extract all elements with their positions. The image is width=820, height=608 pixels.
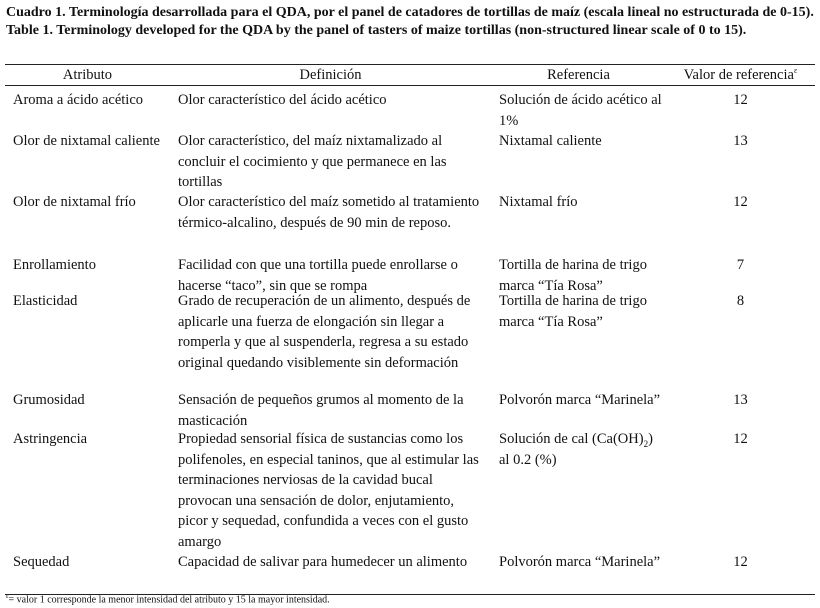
header-atributo: Atributo [62,67,113,83]
cell-atributo: Sequedad [13,554,70,570]
header-valor [666,65,815,85]
footnote-mark: ε [6,594,9,600]
cell-definicion: Sensación de pequeños grumos al momento de la masticación [178,392,464,429]
cell-atributo: Aroma a ácido acético [13,92,144,108]
cell-definicion: Grado de recuperación de un alimento, después de aplicarle una fuerza de elongación sin llegar a romperla y que al suspenderla, regresa a su estado original quedando visiblemente sin deformación [178,293,471,371]
cell-referencia: Tortilla de harina de trigo marca “Tía Rosa” [499,257,647,294]
cell-referencia: Polvorón marca “Marinela” [499,554,661,570]
cell-referencia: Nixtamal caliente [499,133,602,149]
cell-atributo: Elasticidad [13,293,78,309]
table-row [5,291,815,390]
cell-definicion: Olor característico del ácido acético [178,92,387,108]
cell-referencia: Tortilla de harina de trigo marca “Tía Rosa” [499,293,647,330]
cell-definicion: Capacidad de salivar para humedecer un alimento [178,554,468,570]
cell-referencia [491,429,666,470]
cell-referencia: Nixtamal frío [499,194,578,210]
table-row [5,552,815,594]
cell-valor: 12 [733,194,748,210]
terminology-table [5,64,815,595]
cell-valor: 12 [733,92,748,108]
cell-atributo: Grumosidad [13,392,85,408]
header-definicion: Definición [299,67,362,83]
cell-valor: 13 [733,392,748,408]
cell-referencia-post: ) al 0.2 (%) [499,431,653,468]
table-body [5,86,815,594]
caption-english: Table 1. Terminology developed for the QDA by the panel of tasters of maize tortillas (non-structured linear scale of 0 to 15). [6,23,747,38]
cell-definicion: Facilidad con que una tortilla puede enrollarse o hacerse “taco”, sin que se rompa [178,257,458,294]
cell-referencia-pre: Solución de cal (Ca(OH) [499,431,644,447]
cell-atributo: Olor de nixtamal caliente [13,133,160,149]
caption-spanish: Cuadro 1. Terminología desarrollada para el QDA, por el panel de catadores de tortillas de maíz (escala lineal no estructurada de 0-15). [6,5,814,20]
table-row [5,390,815,429]
table-row [5,429,815,552]
cell-referencia: Solución de ácido acético al 1% [499,92,662,129]
cell-definicion: Propiedad sensorial física de sustancias como los polifenoles, en especial taninos, que al estimular las terminaciones nerviosas de la cavidad bucal provocan una sensación de dolor, enjutamiento, picor y sequedad, confundida a veces con el gusto amargo [178,431,479,550]
cell-valor: 13 [733,133,748,149]
cell-atributo: Astringencia [13,431,88,447]
cell-valor: 7 [736,257,745,273]
cell-valor: 8 [736,293,745,309]
cell-referencia: Polvorón marca “Marinela” [499,392,661,408]
cell-valor: 12 [733,431,748,447]
header-referencia: Referencia [547,67,610,83]
table-row [5,131,815,192]
header-valor-label: Valor de referencia [683,67,794,83]
cell-atributo: Enrollamiento [13,257,96,273]
cell-atributo: Olor de nixtamal frío [13,194,136,210]
table-row [5,255,815,294]
table-row [5,90,815,131]
table-footnote [6,591,330,606]
cell-definicion: Olor característico del maíz sometido al tratamiento térmico-alcalino, después de 90 min de reposo. [178,194,480,231]
table-header [5,65,815,86]
table-row [5,192,815,255]
cell-referencia-sub: 2 [643,438,649,449]
cell-definicion: Olor característico, del maíz nixtamalizado al concluir el cocimiento y que permanece en las tortillas [178,133,447,190]
footnote-text: = valor 1 corresponde la menor intensidad del atributo y 15 la mayor intensidad. [8,594,330,606]
table-caption [6,4,816,40]
cell-valor: 12 [733,554,748,570]
header-valor-mark: ε [793,66,798,76]
